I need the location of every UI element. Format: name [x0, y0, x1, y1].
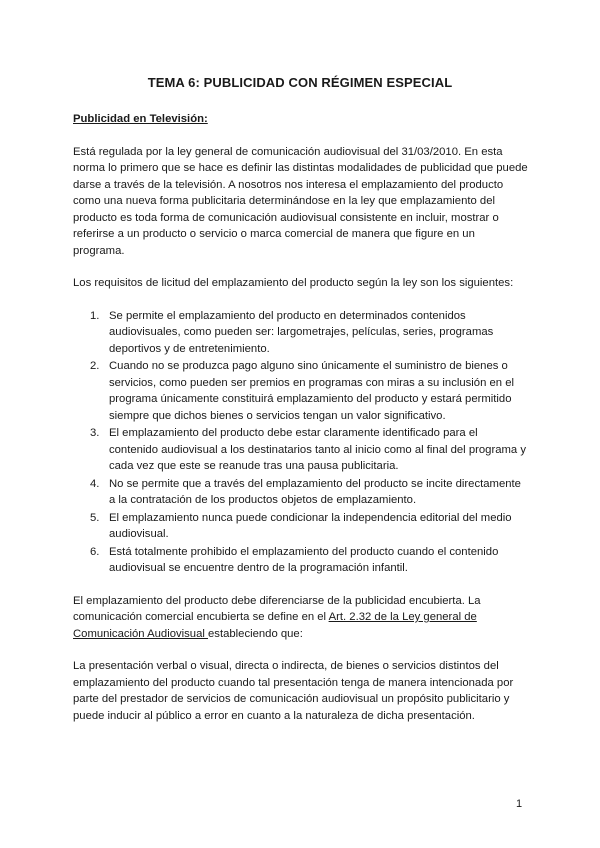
- list-item-text: Cuando no se produzca pago alguno sino únicamente el suministro de bienes o servicios, como pueden ser premios en programas con miras a su inclusión en el programa únicamente constituirá emplazamiento del producto y estará permitido siempre que dichos bienes o servicios tengan un valor significativo.: [109, 360, 514, 422]
- list-item: [90, 510, 528, 543]
- list-item-text: El emplazamiento nunca puede condicionar la independencia editorial del medio audiovisual.: [109, 511, 512, 540]
- paragraph-text-before-link: El emplazamiento del producto debe diferenciarse de la publicidad encubierta. La comunicación comercial encubierta se define en el: [73, 594, 481, 623]
- paragraph-intro: Está regulada por la ley general de comunicación audiovisual del 31/03/2010. En esta norma lo primero que se hace es definir las distintas modalidades de publicidad que puede darse a través de la televisión. A nosotros nos interesa el emplazamiento del producto como una nueva forma publicitaria determinándose en la ley que emplazamiento del producto es toda forma de comunicación audiovisual consistente en incluir, mostrar o referirse a un producto o servicio o marca comercial de manera que figure en un programa.: [73, 145, 528, 257]
- paragraph-definition: La presentación verbal o visual, directa o indirecta, de bienes o servicios distintos del emplazamiento del producto cuando tal presentación tenga de manera intencionada por parte del prestador de servicios de comunicación audiovisual un propósito publicitario y puede inducir al público a error en cuanto a la naturaleza de dicha presentación.: [73, 660, 514, 722]
- document-title: TEMA 6: PUBLICIDAD CON RÉGIMEN ESPECIAL: [147, 75, 453, 90]
- list-item: [90, 544, 528, 577]
- list-item-number: 3.: [90, 427, 100, 439]
- list-item: [90, 476, 528, 509]
- paragraph-covert-advertising: [73, 593, 528, 643]
- list-item-text: Se permite el emplazamiento del producto en determinados contenidos audiovisuales, como pueden ser: largometrajes, películas, series, programas deportivos y de entretenimiento.: [109, 309, 494, 355]
- list-item-number: 1.: [90, 309, 100, 322]
- requirements-list: [73, 308, 528, 577]
- list-item: [90, 308, 528, 358]
- list-item: [90, 425, 528, 475]
- list-item-text: El emplazamiento del producto debe estar claramente identificado para el contenido audiovisual a los destinatarios tanto al inicio como al final del programa y cada vez que este se reanude tras una pausa publicitaria.: [109, 427, 526, 472]
- document-body: [73, 111, 528, 724]
- list-item-number: 5.: [90, 511, 100, 524]
- list-item-text: No se permite que a través del emplazamiento del producto se incite directamente a la contratación de los productos objetos de emplazamiento.: [109, 477, 521, 506]
- paragraph-text-after-link: estableciendo que:: [208, 627, 303, 640]
- section-heading: Publicidad en Televisión:: [73, 113, 208, 125]
- list-item-number: 2.: [90, 360, 100, 372]
- list-item-number: 6.: [90, 545, 100, 558]
- law-article-link[interactable]: Art. 2.32 de la Ley general de Comunicación Audiovisual: [73, 611, 477, 640]
- list-item-text: Está totalmente prohibido el emplazamiento del producto cuando el contenido audiovisual se encuentre dentro de la programación infantil.: [109, 545, 499, 574]
- list-item: [90, 358, 528, 424]
- list-item-number: 4.: [90, 477, 100, 490]
- page-number: 1: [516, 798, 523, 810]
- paragraph-requirements-intro: Los requisitos de licitud del emplazamiento del producto según la ley son los siguientes:: [73, 277, 514, 289]
